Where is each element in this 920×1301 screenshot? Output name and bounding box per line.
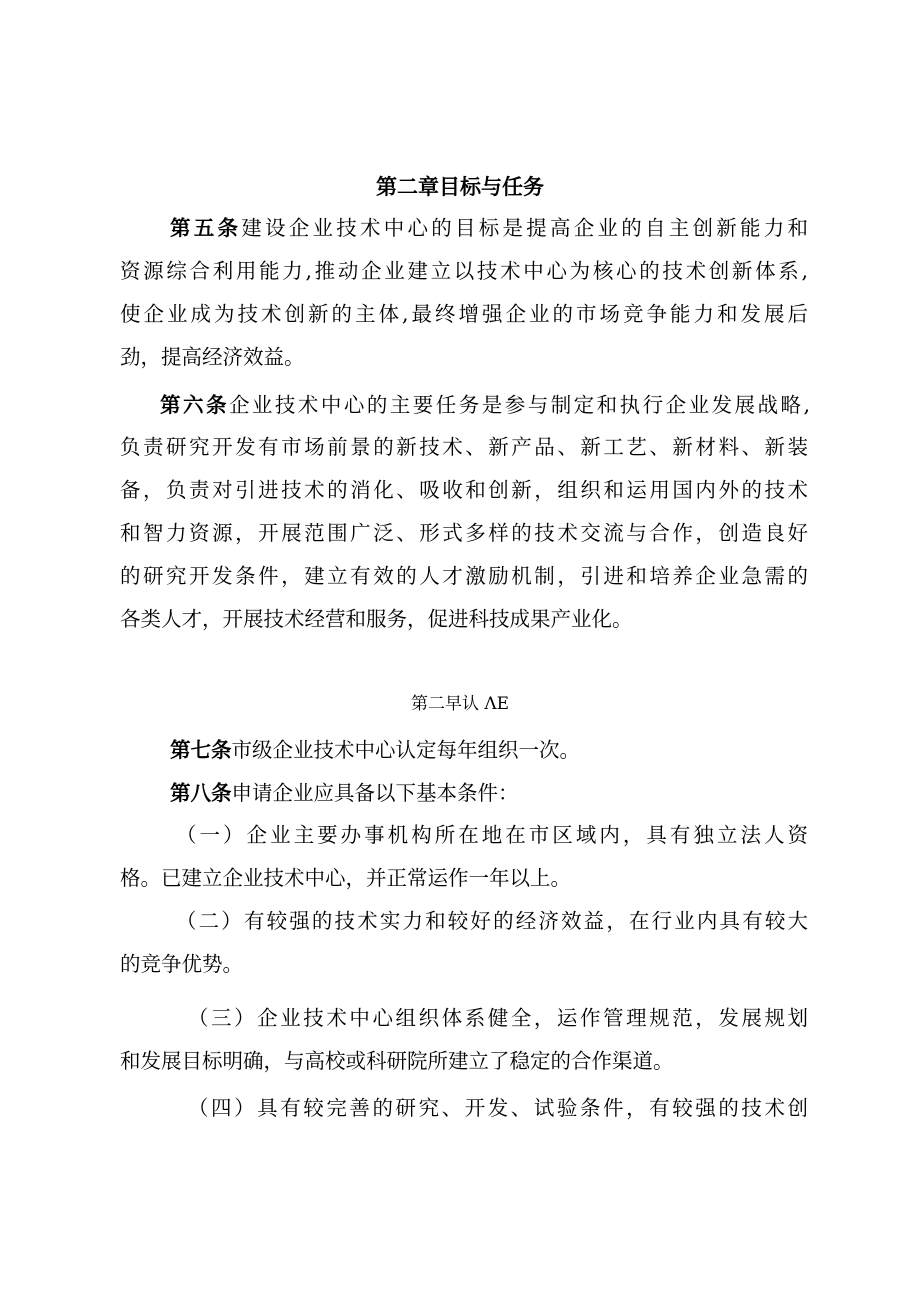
article-7-text: 市级企业技术中心认定每年组织一次。 (231, 738, 580, 762)
article-6-line-4: 和智力资源，开展范围广泛、形式多样的技术交流与合作，创造良好 (120, 521, 808, 545)
article-8-item-3-line-1: （三）企业技术中心组织体系健全，运作管理规范，发展规划 (188, 1006, 808, 1030)
article-6-line-6: 各类人才，开展技术经营和服务，促进科技成果产业化。 (120, 607, 633, 631)
article-8-label: 第八条 (170, 781, 232, 805)
article-5-line-1 (170, 213, 808, 243)
article-8-item-1-line-2: 格。已建立企业技术中心，并正常运作一年以上。 (120, 866, 571, 890)
article-6-label: 第六条 (160, 393, 229, 417)
article-8-text: 申请企业应具备以下基本条件： (231, 781, 519, 805)
article-5-line-4: 劲，提高经济效益。 (120, 345, 305, 369)
article-6-line-2: 负责研究开发有市场前景的新技术、新产品、新工艺、新材料、新装 (120, 435, 808, 459)
article-5-text-1: 建设企业技术中心的目标是提高企业的自主创新能力和 (241, 216, 808, 240)
article-8-item-2-line-2: 的竞争优势。 (120, 952, 243, 976)
chapter-3-title: 第二早认 ΛE (410, 694, 510, 714)
article-5-line-3: 使企业成为技术创新的主体,最终增强企业的市场竞争能力和发展后 (120, 302, 808, 326)
article-5-line-2: 资源综合利用能力,推动企业建立以技术中心为核心的技术创新体系, (120, 259, 808, 283)
chapter-2-title: 第二章目标与任务 (376, 175, 544, 199)
article-8-item-1-line-1: （一）企业主要办事机构所在地在市区域内，具有独立法人资 (176, 823, 808, 847)
article-6-line-3: 备，负责对引进技术的消化、吸收和创新，组织和运用国内外的技术 (120, 478, 808, 502)
article-8-line (170, 778, 630, 808)
article-6-line-1 (160, 390, 810, 420)
article-7-label: 第七条 (170, 738, 232, 762)
article-6-line-5: 的研究开发条件，建立有效的人才激励机制，引进和培养企业急需的 (120, 564, 808, 588)
article-8-item-3-line-2: 和发展目标明确，与高校或科研院所建立了稳定的合作渠道。 (120, 1049, 674, 1073)
article-5-label: 第五条 (170, 216, 242, 240)
article-7-line (170, 735, 630, 765)
article-8-item-2-line-1: （二）有较强的技术实力和较好的经济效益，在行业内具有较大 (176, 909, 808, 933)
article-6-text-1: 企业技术中心的主要任务是参与制定和执行企业发展战略, (228, 393, 811, 417)
article-8-item-4-line-1: （四）具有较完善的研究、开发、试验条件，有较强的技术创 (188, 1096, 808, 1120)
